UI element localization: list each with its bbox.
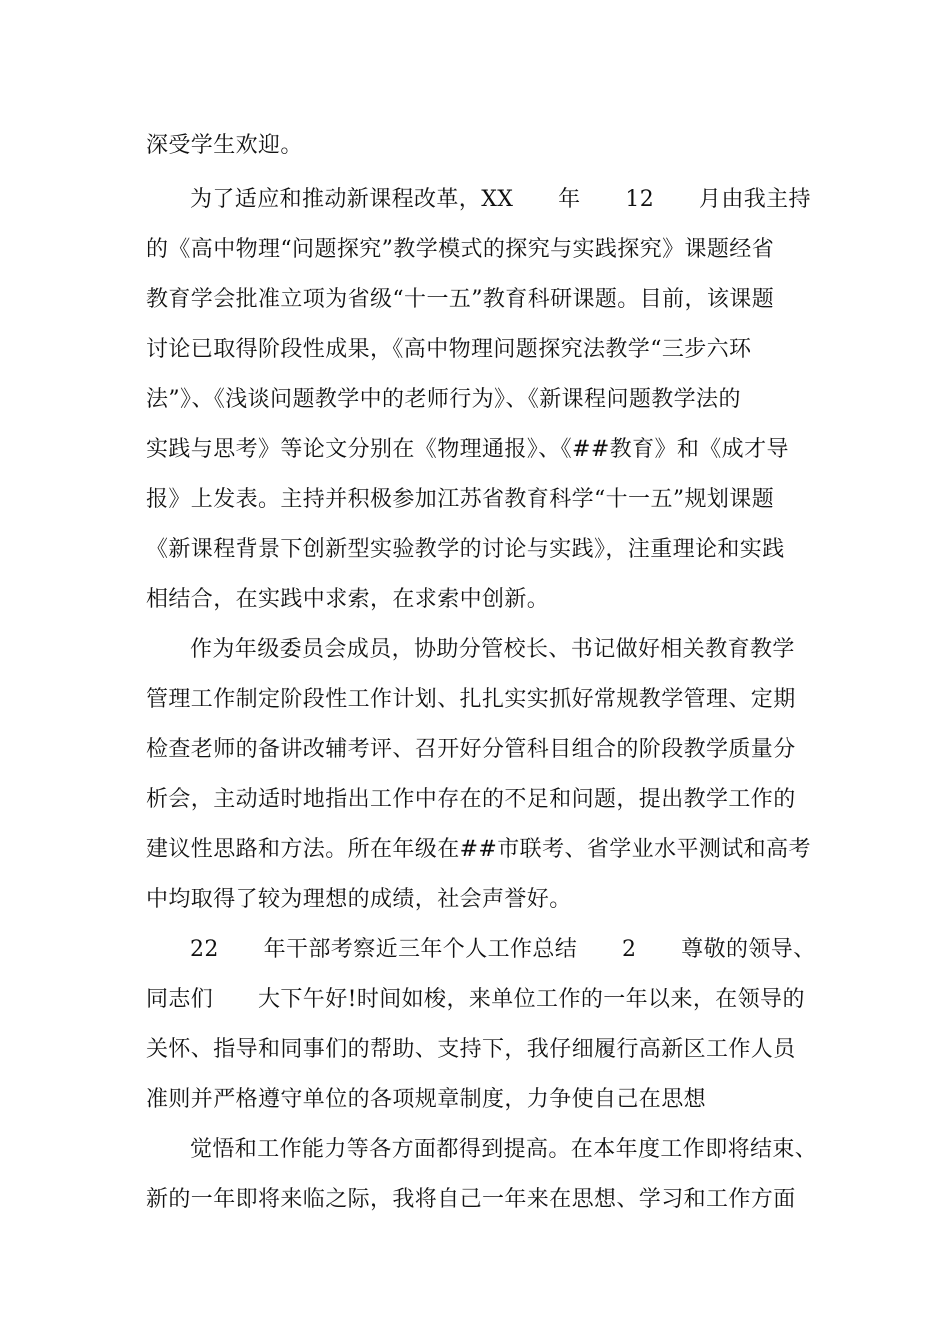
- text-line: 实践与思考》等论文分别在《物理通报》、《##教育》和《成才导: [146, 437, 789, 462]
- text-line: 检查老师的备讲改辅考评、召开好分管科目组合的阶段教学质量分: [146, 737, 796, 762]
- text-line: 析会，主动适时地指出工作中存在的不足和问题，提出教学工作的: [146, 787, 796, 812]
- text-line: 的《高中物理“问题探究”教学模式的探究与实践探究》课题经省: [146, 237, 775, 262]
- text-line: 准则并严格遵守单位的各项规章制度，力争使自己在思想: [146, 1087, 707, 1112]
- text-line: 管理工作制定阶段性工作计划、扎扎实实抓好常规教学管理、定期: [146, 687, 796, 712]
- text-line: 作为年级委员会成员，协助分管校长、书记做好相关教育教学: [190, 637, 795, 662]
- text-line: 建议性思路和方法。所在年级在##市联考、省学业水平测试和高考: [146, 837, 811, 862]
- text-line: 觉悟和工作能力等各方面都得到提高。在本年度工作即将结束、: [190, 1137, 818, 1162]
- text-line: 新的一年即将来临之际，我将自己一年来在思想、学习和工作方面: [146, 1187, 796, 1212]
- text-line: 同志们 大下午好!时间如梭，来单位工作的一年以来，在领导的: [146, 987, 805, 1012]
- text-line: 《新课程背景下创新型实验教学的讨论与实践》，注重理论和实践: [146, 537, 785, 562]
- text-line: 深受学生欢迎。: [146, 133, 303, 158]
- text-line: 中均取得了较为理想的成绩，社会声誉好。: [146, 887, 572, 912]
- text-line: 法”》、《浅谈问题教学中的老师行为》、《新课程问题教学法的: [146, 387, 741, 412]
- text-line: 关怀、指导和同事们的帮助、支持下，我仔细履行高新区工作人员: [146, 1037, 796, 1062]
- text-line: 为了适应和推动新课程改革，XX 年 12 月由我主持: [190, 187, 811, 212]
- text-line: 22 年干部考察近三年个人工作总结 2 尊敬的领导、: [190, 937, 816, 962]
- text-line: 报》上发表。主持并积极参加江苏省教育科学“十一五”规划课题: [146, 487, 775, 512]
- text-line: 讨论已取得阶段性成果，《高中物理问题探究法教学“三步六环: [146, 337, 752, 362]
- text-line: 相结合，在实践中求索，在求索中创新。: [146, 587, 550, 612]
- text-line: 教育学会批准立项为省级“十一五”教育科研课题。目前，该课题: [146, 287, 775, 312]
